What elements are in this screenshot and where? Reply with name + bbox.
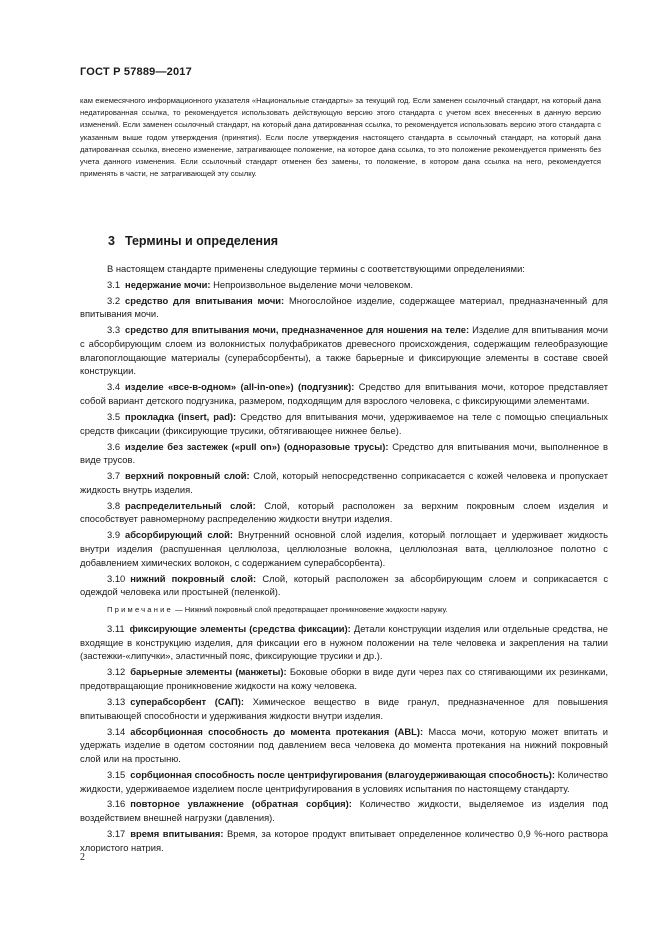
term-number: 3.7 xyxy=(107,470,121,482)
section-body xyxy=(80,262,608,857)
term-entry xyxy=(80,695,608,722)
term-name: абсорбирующий слой: xyxy=(125,529,234,541)
term-entry xyxy=(80,572,608,599)
term-definition: Многослойное изделие, содержащее материал, предназначенный для впитывания мочи. xyxy=(80,294,608,320)
term-name: средство для впитывания мочи: xyxy=(125,294,285,306)
term-number: 3.2 xyxy=(107,294,121,306)
term-name: сорбционная способность после центрифугирования (влагоудерживающая способность): xyxy=(130,768,555,780)
term-definition: Время, за которое продукт впитывает определенное количество 0,9 %-ного раствора хлористого натрия. xyxy=(80,828,609,853)
term-name: фиксирующие элементы (средства фиксации): xyxy=(129,623,351,635)
term-number: 3.16 xyxy=(107,798,126,810)
term-definition: Внутренний основной слой изделия, который поглощает и удерживает жидкость внутри изделия (распушенная целлюлоза, целлюлозные волокна, целлюлозная вата, целлюлозное полотно с добавлением химических волокон, с содержанием суперабсорбента). xyxy=(80,529,608,568)
term-definition: Количество жидкости, удерживаемое изделием после центрифугирования в условиях испытания по настоящему стандарту. xyxy=(80,768,609,794)
term-number: 3.17 xyxy=(107,828,126,840)
term-definition: Масса мочи, которую может впитать и удержать изделие в одетом состоянии под давлением веса человека до момента протекания на нижний покровный слой или на простыню. xyxy=(80,725,609,764)
term-name: время впитывания: xyxy=(130,828,224,840)
term-definition: Средство для впитывания мочи, выполненное в виде трусов. xyxy=(80,440,609,466)
section-number: 3 xyxy=(108,234,115,248)
section-heading xyxy=(108,234,278,248)
term-name: изделие «все-в-одном» (all-in-one») (подгузник): xyxy=(125,381,355,393)
term-name: абсорбционная способность до момента протекания (ABL): xyxy=(130,725,424,737)
lead-paragraph: В настоящем стандарте применены следующие термины с соответствующими определениями: xyxy=(107,263,525,274)
term-entry xyxy=(80,622,608,663)
term-definition: Боковые оборки в виде дуги через пах со стягивающими их резинками, предотвращающие проникновение жидкости на кожу человека. xyxy=(80,666,608,692)
term-entry xyxy=(80,528,608,569)
term-name: недержание мочи: xyxy=(125,278,211,290)
term-number: 3.6 xyxy=(107,440,121,452)
term-definition: Изделие для впитывания мочи с абсорбирующим слоем из волокнистых полуфабрикатов древесного происхождения, содержащим гелеобразующие влагопоглощающие материалы (суперабсорбенты), а также барьерные и фиксирующие элементы в составе своей конструкции. xyxy=(80,324,609,377)
term-entry xyxy=(80,294,608,321)
term-entry xyxy=(80,797,608,824)
term-number: 3.5 xyxy=(107,410,121,422)
term-definition: Слой, который расположен за верхним покровным слоем изделия и способствует равномерному распределению жидкости внутри изделия. xyxy=(80,499,608,525)
term-number: 3.9 xyxy=(107,529,121,541)
term-definition: Средство для впитывания мочи, удерживаемое на теле с помощью специальных средств фиксации (фиксирующие трусики, обтягивающее нижнее белье). xyxy=(80,410,608,436)
term-entry xyxy=(80,380,608,407)
term-entry xyxy=(80,323,608,378)
term-name: верхний покровный слой: xyxy=(125,470,250,482)
term-definition: Слой, который расположен за абсорбирующим слоем и соприкасается с одеждой человека или простыней (пеленкой). xyxy=(80,572,609,598)
term-number: 3.10 xyxy=(107,572,126,584)
term-number: 3.14 xyxy=(107,725,126,737)
term-name: прокладка (insert, pad): xyxy=(125,410,237,422)
page-number: 2 xyxy=(80,852,85,863)
term-name: распределительный слой: xyxy=(125,499,256,511)
term-entry xyxy=(80,410,608,437)
term-number: 3.11 xyxy=(107,623,125,635)
section-title: Термины и определения xyxy=(124,234,279,248)
document-id: ГОСТ Р 57889—2017 xyxy=(80,66,192,78)
intro-paragraph: кам ежемесячного информационного указателя «Национальные стандарты» за текущий год. Если заменен ссылочный стандарт, на который дана недатированная ссылка, то рекомендуется использовать действующую версию этого стандарта с учетом всех внесенных в данную версию изменений. Если заменен ссылочный стандарт, на который дана датированная ссылка, то рекомендуется использовать версию этого стандарта с указанным выше годом утверждения (принятия). Если после утверждения настоящего стандарта в ссылочный стандарт, на который дана датированная ссылка, внесено изменение, затрагивающее положение, на которое дана ссылка, то это положение рекомендуется применять без учета данного изменения. Если ссылочный стандарт отменен без замены, то положение, в котором дана ссылка на него, рекомендуется применять в части, не затрагивающей эту ссылку. xyxy=(80,96,601,179)
note xyxy=(80,604,608,616)
note-text: — Нижний покровный слой предотвращает проникновение жидкости наружу. xyxy=(175,605,448,615)
term-entry xyxy=(80,665,608,692)
term-entry xyxy=(80,278,608,292)
term-number: 3.8 xyxy=(107,499,121,511)
term-name: барьерные элементы (манжеты): xyxy=(130,666,287,678)
term-definition: Химическое вещество в виде гранул, предназначенное для повышения впитывающей способности и удерживания жидкости внутри изделия. xyxy=(80,695,608,721)
term-number: 3.4 xyxy=(107,381,121,393)
term-definition: Детали конструкции изделия или отдельные средства, не входящие в конструкцию изделия, для фиксации его в нужном положении на теле человека и закрепления на талии (застежки-«липучки», эластичный пояс, фиксирующие трусики и др.). xyxy=(80,623,609,662)
term-entry xyxy=(80,469,608,496)
term-entry xyxy=(80,440,608,467)
term-entry xyxy=(80,827,608,854)
term-number: 3.1 xyxy=(107,278,121,290)
term-definition: Средство для впитывания мочи, которое представляет собой вариант детского подгузника, размером, подходящим для взрослого человека, с фиксирующими элементами. xyxy=(80,381,608,407)
term-entry xyxy=(80,768,608,795)
term-number: 3.13 xyxy=(107,695,126,707)
term-entry xyxy=(80,499,608,526)
note-label: Примечание xyxy=(107,605,173,615)
term-definition: Количество жидкости, выделяемое из изделия под воздействием внешней нагрузки (давления). xyxy=(80,798,608,824)
term-number: 3.12 xyxy=(107,666,126,678)
term-name: повторное увлажнение (обратная сорбция): xyxy=(130,798,352,810)
term-definition: Непроизвольное выделение мочи человеком. xyxy=(213,278,413,290)
term-name: средство для впитывания мочи, предназначенное для ношения на теле: xyxy=(125,324,470,336)
term-number: 3.3 xyxy=(107,324,121,336)
term-name: суперабсорбент (САП): xyxy=(130,695,245,707)
term-definition: Слой, который непосредственно соприкасается с кожей человека и пропускает жидкость внутрь изделия. xyxy=(80,470,609,495)
term-entry xyxy=(80,725,608,766)
term-name: нижний покровный слой: xyxy=(130,572,257,584)
term-name: изделие без застежек («pull on») (одноразовые трусы): xyxy=(125,440,389,452)
term-number: 3.15 xyxy=(107,768,126,780)
